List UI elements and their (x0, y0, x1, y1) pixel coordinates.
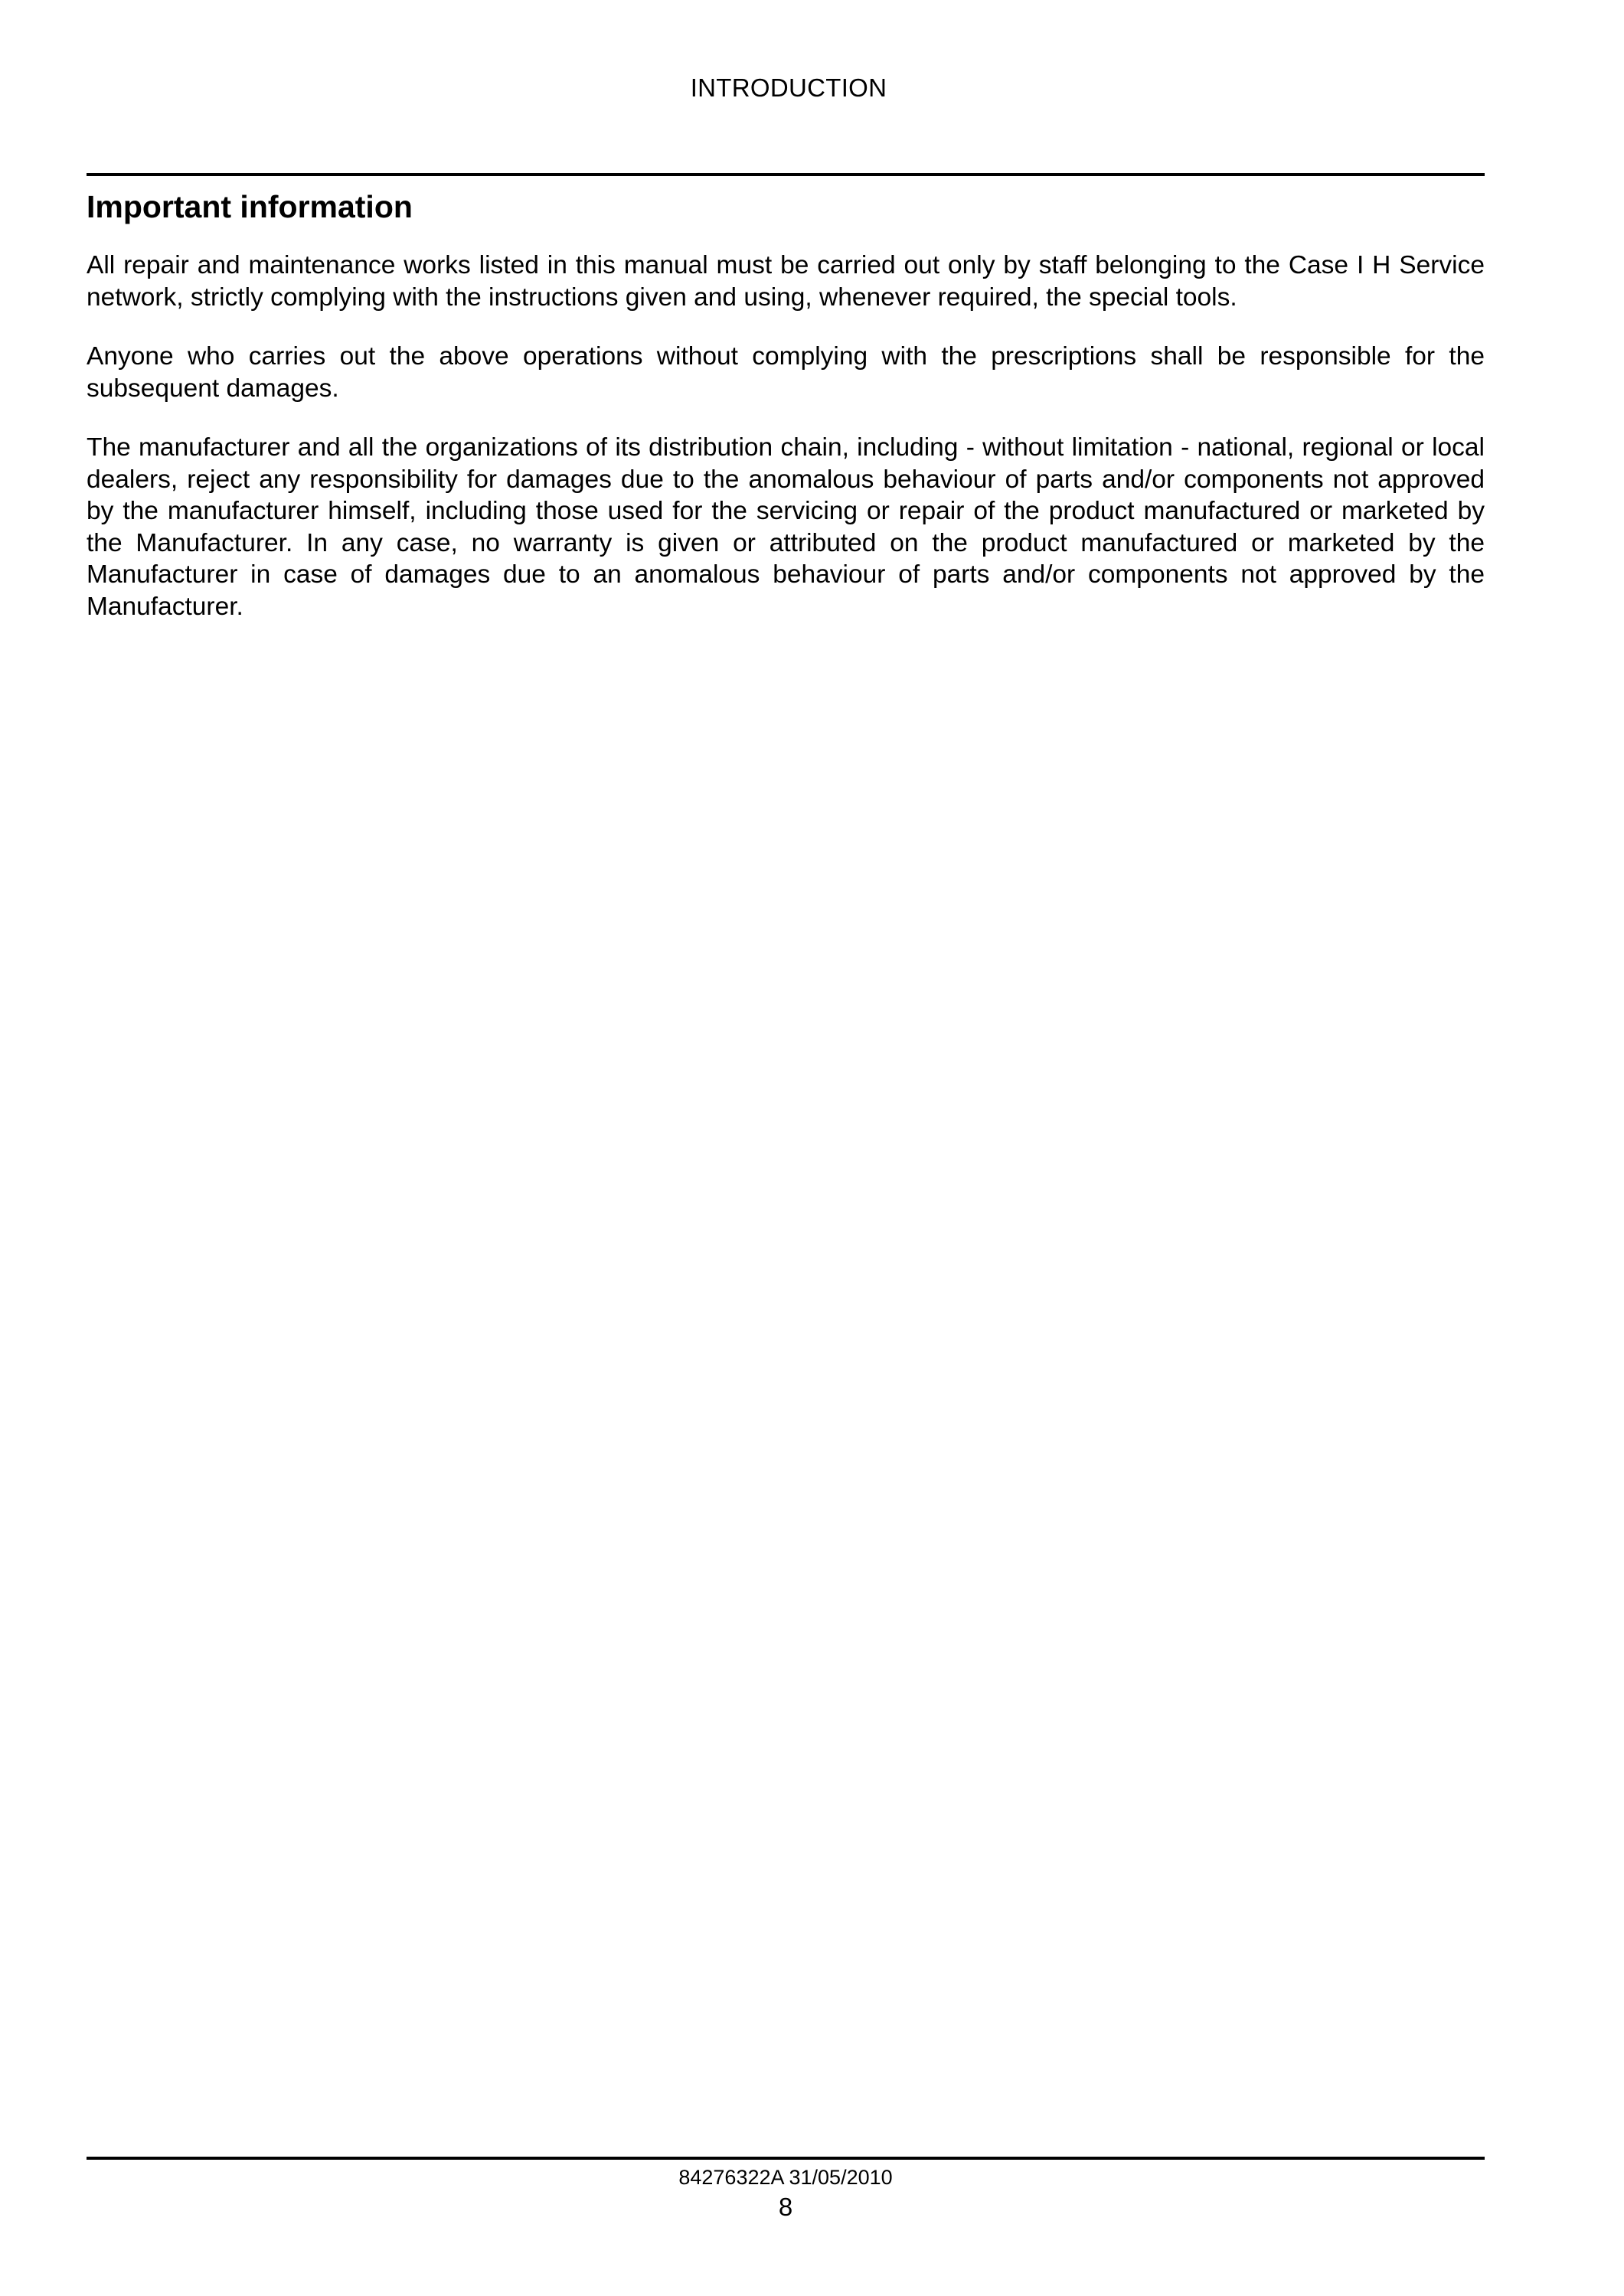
paragraph: Anyone who carries out the above operations without complying with the prescriptions shall be responsible for the subsequent damages. (87, 342, 1485, 403)
paragraph: The manufacturer and all the organizations of its distribution chain, including - without limitation - national, regional or local dealers, reject any responsibility for damages due to the anomalous behaviour of parts and/or components not approved by the manufacturer himself, including those used for the servicing or repair of the product manufactured or marketed by the Manufacturer. In any case, no warranty is given or attributed on the product manufactured or marketed by the Manufacturer in case of damages due to an anomalous behaviour of parts and/or components not approved by the Manufacturer. (87, 433, 1485, 621)
footer-rule (87, 2157, 1485, 2160)
document-code: 84276322A 31/05/2010 (678, 2166, 893, 2189)
header-rule (87, 173, 1485, 176)
paragraph: All repair and maintenance works listed in this manual must be carried out only by staff belonging to the Case I H Service network, strictly complying with the instructions given and using, whenever required, the special tools. (87, 251, 1485, 312)
body-text (87, 250, 1485, 650)
section-title: Important information (87, 189, 413, 224)
page-number: 8 (778, 2193, 793, 2221)
page-header: INTRODUCTION (690, 73, 887, 102)
